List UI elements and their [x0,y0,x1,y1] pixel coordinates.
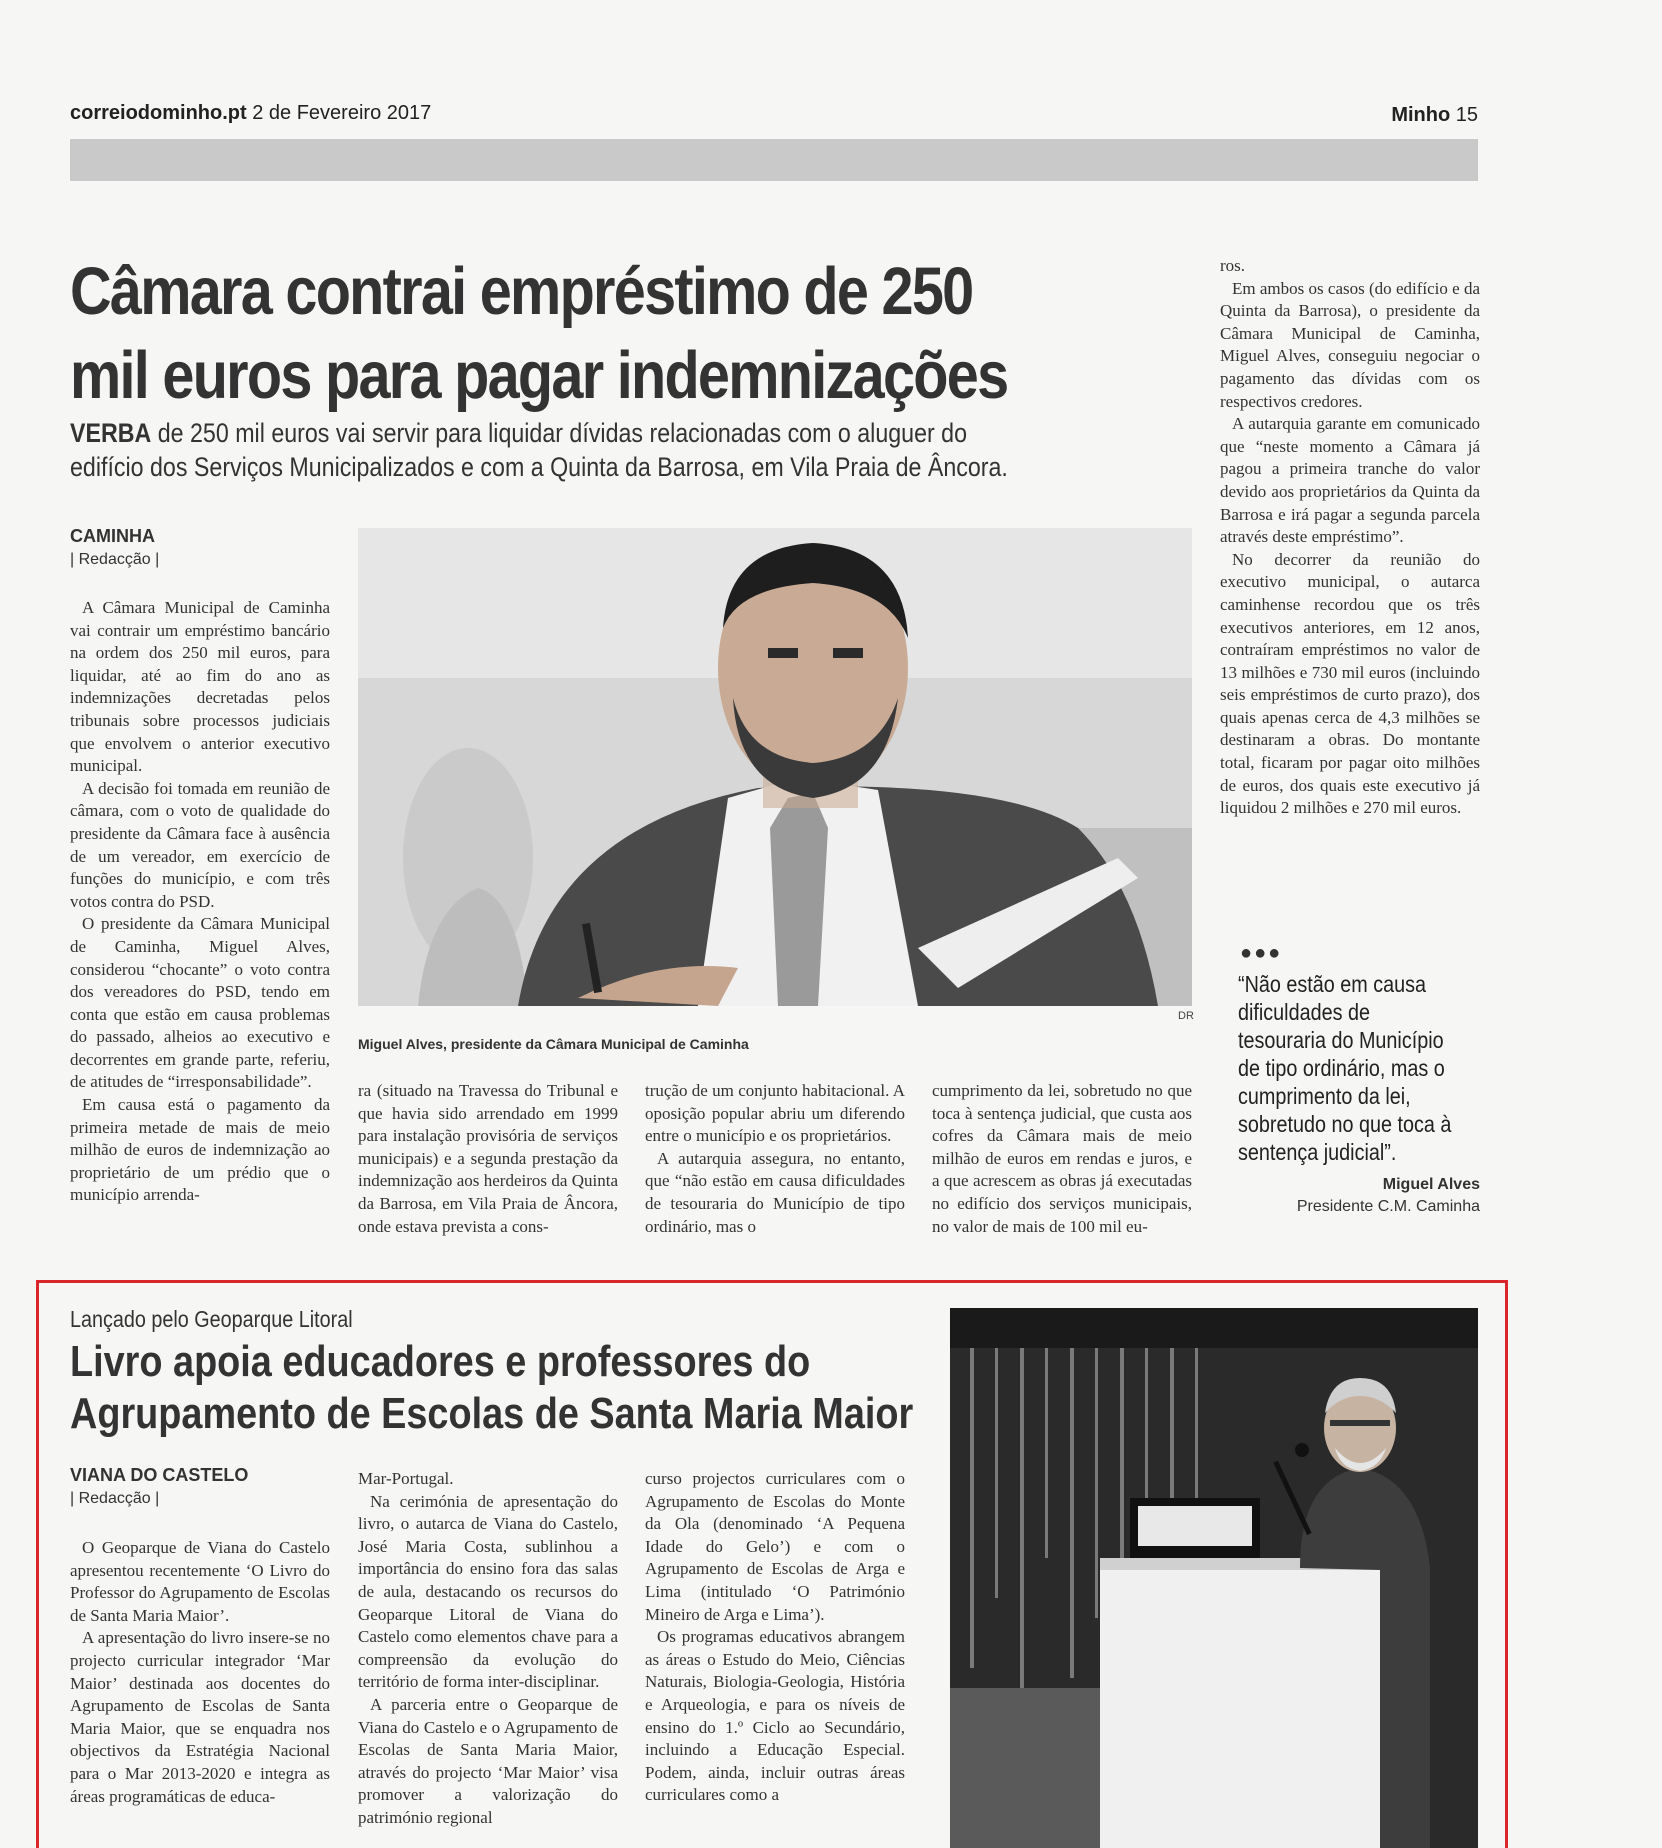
paragraph: No decorrer da reunião do executivo municipal, o autarca caminhense recordou que os três executivos anteriores, em 12 anos, contraíram empréstimos no valor de 13 milhões e 730 mil euros (incluindo seis empréstimos de curto prazo), dos quais apenas cerca de 4,3 milhões se destinaram a obras. Do montante total, ficaram por pagar oito milhões de euros, dos quais este executivo já liquidou 2 milhões e 270 mil euros. [1220,549,1480,818]
article-column-2 [358,1080,618,1238]
photo-speaker-at-podium [950,1308,1478,1848]
dateline-place: VIANA DO CASTELO [70,1465,249,1485]
paragraph: curso projectos curriculares com o Agrupamento de Escolas do Monte da Ola (denominado ‘A Pequena Idade do Gelo’) e com o Agrupamento de Escolas de Arga e Lima (intitulado ‘O Património Mineiro de Arga e Lima’). [645,1469,905,1624]
article-headline [70,250,1007,418]
headline-line-1: Livro apoia educadores e professores do [70,1337,811,1386]
paragraph: Os programas educativos abrangem as áreas o Estudo do Meio, Ciências Naturais, Biologia-Geologia, História e Arqueologia, e para os níveis de ensino do 1.º Ciclo ao Secundário, incluindo a Educação Especial. Podem, ainda, incluir outras áreas curriculares como a [645,1627,905,1805]
site-name: correiodominho.pt [70,102,247,124]
article-column-4 [932,1080,1192,1238]
pull-quote: “Não estão em causa dificuldades de tesouraria do Município de tipo ordinário, mas o cumprimento da lei, sobretudo no que toca à sentença judicial”. [1238,971,1452,1165]
page-header-right [1391,104,1478,127]
article-column-1 [70,597,330,1207]
article-column-3 [645,1080,905,1238]
issue-date: 2 de Fevereiro 2017 [252,102,432,124]
pull-quote-author: Miguel Alves [1382,1176,1480,1193]
paragraph: A apresentação do livro insere-se no projecto curricular integrador ‘Mar Maior’ destinada aos docentes do Agrupamento de Escolas de Santa Maria Maior, que se enquadra nos objectivos da Estratégia Nacional para o Mar 2013-2020 e integra as áreas programáticas de educa- [70,1628,330,1806]
paragraph: cumprimento da lei, sobretudo no que toca à sentença judicial, que custa aos cofres da Câmara mais de meio milhão de euros em rendas e juros, e a que acrescem as obras já executadas no edifício dos serviços municipais, no valor de mais de 100 mil eu- [932,1081,1192,1236]
article-column-5 [1220,255,1480,820]
paragraph: O presidente da Câmara Municipal de Caminha, Miguel Alves, considerou “chocante” o voto contra dos vereadores do PSD, tendo em conta que estão em causa problemas do passado, alheios ao executivo e decorrentes em grande parte, referiu, de atitudes de “irresponsabilidade”. [70,914,330,1092]
dateline-place: CAMINHA [70,526,155,546]
article-photo [358,528,1192,1006]
lead-text: de 250 mil euros vai servir para liquidar dívidas relacionadas com o aluguer do edifício dos Serviços Municipalizados e com a Quinta da Barrosa, em Vila Praia de Âncora. [70,418,1008,482]
article2-column-1 [70,1537,330,1837]
pull-quote-role: Presidente C.M. Caminha [1296,1198,1480,1215]
article-lead [70,416,1033,484]
section-name: Minho [1391,104,1451,126]
byline: | Redacção | [70,1490,160,1507]
headline-line-2: mil euros para pagar indemnizações [70,338,1008,413]
article2-photo [950,1308,1478,1848]
paragraph: A autarquia assegura, no entanto, que “não estão em causa dificuldades de tesouraria do Município de tipo ordinário, mas o [645,1148,905,1236]
paragraph: A autarquia garante em comunicado que “neste momento a Câmara já pagou a primeira tranche do valor devido aos proprietários da Quinta da Barrosa e irá pagar a segunda parcela através deste empréstimo”. [1220,414,1480,547]
paragraph: ra (situado na Travessa do Tribunal e que havia sido arrendado em 1999 para instalação provisória de serviços municipais) e a segunda prestação da indemnização aos herdeiros da Quinta da Barrosa, em Vila Praia de Âncora, onde estava prevista a cons- [358,1081,618,1236]
paragraph: A Câmara Municipal de Caminha vai contrair um empréstimo bancário na ordem dos 250 mil euros, para liquidar, até ao fim do ano as indemnizações decretadas pelos tribunais sobre processos judiciais que envolvem o anterior executivo municipal. [70,598,330,776]
paragraph: Em ambos os casos (do edifício e da Quinta da Barrosa), o presidente da Câmara Municipal de Caminha, Miguel Alves, conseguiu negociar o pagamento das dívidas com os respectivos credores. [1220,278,1480,411]
article2-dateline [70,1465,330,1508]
paragraph: trução de um conjunto habitacional. A oposição popular abriu um diferendo entre o município e os proprietários. [645,1081,905,1146]
photo-credit: DR [1178,1010,1194,1022]
article2-column-3 [645,1468,905,1838]
article2-kicker: Lançado pelo Geoparque Litoral [70,1306,353,1332]
paragraph: A parceria entre o Geoparque de Viana do Castelo e o Agrupamento de Escolas de Santa Maria Maior, através do projecto ‘Mar Maior’ visa promover a valorização do património regional [358,1694,618,1827]
page-header-left [70,102,431,125]
paragraph: A decisão foi tomada em reunião de câmara, com o voto de qualidade do presidente da Câmara face à ausência de um vereador, em exercício de funções do município, e com três votos contra do PSD. [70,778,330,911]
paragraph: Na cerimónia de apresentação do livro, o autarca de Viana do Castelo, José Maria Costa, sublinhou a importância do ensino fora das salas de aula, destacando os recursos do Geoparque Litoral de Viana do Castelo como elementos chave para a compreensão da evolução do território de forma inter-disciplinar. [358,1491,618,1692]
dateline [70,526,330,569]
header-rule [70,139,1478,181]
paragraph: O Geoparque de Viana do Castelo apresentou recentemente ‘O Livro do Professor do Agrupamento de Escolas de Santa Maria Maior’. [70,1538,330,1625]
photo-caption: Miguel Alves, presidente da Câmara Municipal de Caminha [358,1036,749,1052]
lead-keyword: VERBA [70,418,152,448]
article2-headline [70,1336,914,1440]
byline: | Redacção | [70,551,160,568]
article2-column-2 [358,1468,618,1838]
photo-man-portrait [358,528,1192,1006]
paragraph: Em causa está o pagamento da primeira metade de mais de meio milhão de euros de indemnização ao proprietário de um prédio que o município arrenda- [70,1095,330,1205]
page-number: 15 [1455,104,1478,126]
quote-dots-icon: ●●● [1240,942,1283,964]
paragraph: Mar-Portugal. [358,1469,454,1488]
headline-line-1: Câmara contrai empréstimo de 250 [70,254,973,329]
paragraph: ros. [1220,256,1246,275]
headline-line-2: Agrupamento de Escolas de Santa Maria Maior [70,1389,914,1438]
